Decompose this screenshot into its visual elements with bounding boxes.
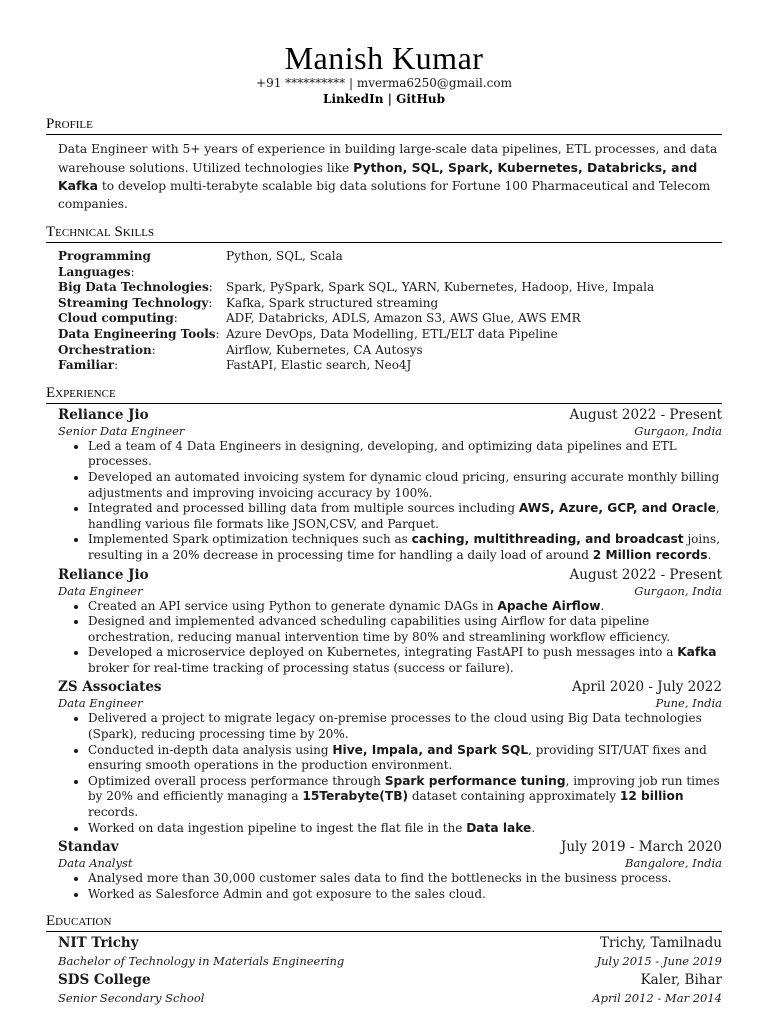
job-bullets (58, 439, 722, 564)
job-header (58, 678, 722, 696)
bold-text: 12 billion (619, 789, 684, 804)
education-subheader (58, 953, 722, 969)
skill-category: Cloud computing: (58, 311, 178, 326)
skill-values: Airflow, Kubernetes, CA Autosys (226, 342, 423, 357)
job-bullets (58, 871, 722, 902)
job-dates: April 2020 - July 2022 (572, 679, 722, 696)
bullet-item (88, 614, 722, 645)
text-run: records. (88, 805, 139, 820)
job-role: Data Engineer (58, 696, 143, 711)
bullet-item (88, 439, 722, 470)
skill-values: FastAPI, Elastic search, Neo4J (226, 358, 412, 373)
text-run: . (531, 820, 536, 835)
job-header (58, 406, 722, 424)
bullet-item (88, 743, 722, 774)
bold-text: Apache Airflow (497, 598, 601, 613)
job-bullets (58, 711, 722, 836)
school-location: Kaler, Bihar (640, 972, 722, 989)
education-header (58, 934, 722, 953)
bullet-item (88, 821, 722, 837)
job-header (58, 838, 722, 856)
bullet-item (88, 711, 722, 742)
job-entry (58, 406, 722, 564)
email-link[interactable]: mverma6250@gmail.com (356, 76, 512, 90)
text-run: Analysed more than 30,000 customer sales data to find the bottlenecks in the business process. (88, 871, 672, 886)
text-run: Integrated and processed billing data from multiple sources including (88, 501, 519, 516)
resume-page (46, 0, 722, 1006)
bold-text: Hive, Impala, and Spark SQL (332, 742, 529, 757)
education-subheader (58, 990, 722, 1006)
job-role: Data Engineer (58, 583, 143, 598)
section-title-experience: Experience (46, 384, 722, 404)
skill-category: Streaming Technology: (58, 295, 213, 310)
skill-values: Kafka, Spark structured streaming (226, 295, 439, 310)
skill-row (58, 296, 722, 312)
resume-header (46, 42, 722, 107)
bold-text: Spark performance tuning (384, 773, 566, 788)
profile-summary (58, 141, 722, 213)
bold-text: Python, SQL, Spark, Kubernetes, Databricks, and Kafka (58, 159, 698, 193)
bullet-item (88, 470, 722, 501)
separator: | (348, 76, 354, 90)
text-run: broker for real-time tracking of processing status (success or failure). (88, 660, 514, 675)
job-location: Gurgaon, India (634, 423, 722, 438)
text-run: . (600, 598, 605, 613)
school-name: SDS College (58, 972, 151, 989)
company-name: ZS Associates (58, 679, 162, 696)
profile-links (46, 91, 722, 107)
skill-values: ADF, Databricks, ADLS, Amazon S3, AWS Glue, AWS EMR (226, 311, 581, 326)
company-name: Reliance Jio (58, 566, 149, 583)
text-run: Worked on data ingestion pipeline to ingest the flat file in the (88, 820, 467, 835)
skill-category-label: Cloud computing (58, 311, 174, 326)
skill-category-label: Orchestration (58, 342, 152, 357)
company-name: Standav (58, 839, 119, 856)
skill-category: Programming Languages: (58, 249, 151, 279)
section-title-profile: Profile (46, 115, 722, 135)
text-run: , handling various file formats like JSON,CSV, and Parquet. (88, 501, 720, 531)
text-run: Led a team of 4 Data Engineers in designing, developing, and optimizing data pipelines and ETL processes. (88, 438, 677, 469)
job-dates: August 2022 - Present (569, 566, 722, 583)
skill-category: Data Engineering Tools: (58, 326, 220, 341)
job-subheader (58, 856, 722, 870)
job-role: Senior Data Engineer (58, 423, 185, 438)
bold-text: AWS, Azure, GCP, and Oracle (518, 501, 716, 516)
bullet-item (88, 532, 722, 563)
school-location: Trichy, Tamilnadu (600, 935, 722, 952)
separator: | (387, 92, 392, 106)
education-header (58, 971, 722, 990)
degree: Bachelor of Technology in Materials Engineering (58, 954, 345, 969)
bold-text: 15Terabyte(TB) (302, 789, 409, 804)
bold-text: Data lake (466, 820, 532, 835)
skill-category: Familiar: (58, 358, 119, 373)
skill-category-label: Programming Languages (58, 249, 151, 279)
skill-row (58, 280, 722, 296)
company-name: Reliance Jio (58, 406, 149, 423)
education-entry (58, 934, 722, 969)
degree: Senior Secondary School (58, 991, 205, 1006)
job-location: Bangalore, India (625, 856, 722, 871)
job-subheader (58, 696, 722, 710)
text-run: , providing SIT/UAT fixes and ensuring smooth operations in the production environment. (88, 742, 707, 773)
skill-row (58, 358, 722, 374)
school-name: NIT Trichy (58, 935, 139, 952)
text-run: Data Engineer with 5+ years of experience in building large-scale data pipelines, ETL processes, and data warehouse solutions. Utilized technologies like (58, 142, 718, 175)
text-run: dataset containing approximately (408, 789, 620, 804)
text-run: to develop multi-terabyte scalable big data solutions for Fortune 100 Pharmaceutical and Telecom companies. (58, 179, 711, 211)
job-dates: July 2019 - March 2020 (560, 839, 722, 856)
bullet-item (88, 645, 722, 676)
education-dates: July 2015 - June 2019 (596, 954, 722, 969)
text-run: Worked as Salesforce Admin and got exposure to the sales cloud. (88, 886, 486, 901)
job-role: Data Analyst (58, 856, 133, 871)
skill-category-label: Familiar (58, 358, 115, 373)
job-subheader (58, 424, 722, 438)
bullet-item (88, 871, 722, 887)
skill-values: Python, SQL, Scala (226, 249, 343, 263)
experience-list (46, 406, 722, 903)
skill-row (58, 311, 722, 327)
bullet-item (88, 501, 722, 532)
text-run: Delivered a project to migrate legacy on-premise processes to the cloud using Big Data technologies (Spark), reducing processing time by 20%. (88, 711, 702, 742)
education-list (46, 934, 722, 1006)
text-run: Conducted in-depth data analysis using (88, 742, 333, 757)
bullet-item (88, 774, 722, 821)
skill-category-label: Data Engineering Tools (58, 326, 216, 341)
skill-values: Azure DevOps, Data Modelling, ETL/ELT data Pipeline (226, 326, 558, 341)
education-dates: April 2012 - Mar 2014 (592, 991, 722, 1006)
text-run: Developed an automated invoicing system for dynamic cloud pricing, ensuring accurate monthly billing adjustments and improving invoicing accuracy by 100%. (88, 469, 720, 500)
text-run: Developed a microservice deployed on Kubernetes, integrating FastAPI to push messages into a (88, 645, 678, 660)
text-run: Implemented Spark optimization techniques such as (88, 532, 412, 547)
skill-category-label: Big Data Technologies (58, 280, 209, 295)
job-bullets (58, 599, 722, 677)
candidate-name: Manish Kumar (284, 40, 484, 76)
text-run: . (707, 547, 712, 562)
job-location: Pune, India (655, 696, 722, 711)
skill-category: Big Data Technologies: (58, 280, 213, 295)
text-run: Optimized overall process performance through (88, 773, 385, 788)
job-dates: August 2022 - Present (569, 406, 722, 423)
bullet-item (88, 599, 722, 615)
text-run: joins, resulting in a 20% decrease in processing time for handling a daily load of around (88, 532, 720, 562)
education-entry (58, 971, 722, 1006)
text-run: Created an API service using Python to generate dynamic DAGs in (88, 598, 498, 613)
linkedin-link[interactable]: LinkedIn (323, 92, 384, 106)
bold-text: caching, multithreading, and broadcast (411, 532, 684, 547)
skills-list (58, 249, 722, 374)
text-run: Designed and implemented advanced scheduling capabilities using Airflow for data pipeline orchestration, reducing manual intervention time by 80% and streamlining workflow efficiency. (88, 614, 671, 644)
phone-number: +91 ********** (256, 76, 346, 90)
job-location: Gurgaon, India (634, 583, 722, 598)
skill-row (58, 327, 722, 343)
job-entry (58, 838, 722, 902)
job-entry (58, 566, 722, 677)
section-title-skills: Technical Skills (46, 223, 722, 243)
bold-text: 2 Million records (592, 547, 708, 562)
bullet-item (88, 887, 722, 903)
skill-row (58, 343, 722, 359)
github-link[interactable]: GitHub (396, 92, 445, 106)
section-title-education: Education (46, 912, 722, 932)
job-subheader (58, 584, 722, 598)
contact-line (46, 75, 722, 91)
skill-row (58, 249, 722, 280)
skill-category: Orchestration: (58, 342, 156, 357)
skill-category-label: Streaming Technology (58, 295, 209, 310)
text-run: , improving job run times by 20% and efficiently managing a (88, 773, 720, 804)
job-header (58, 566, 722, 584)
skill-values: Spark, PySpark, Spark SQL, YARN, Kubernetes, Hadoop, Hive, Impala (226, 280, 655, 295)
bold-text: Kafka (677, 645, 717, 660)
job-entry (58, 678, 722, 836)
